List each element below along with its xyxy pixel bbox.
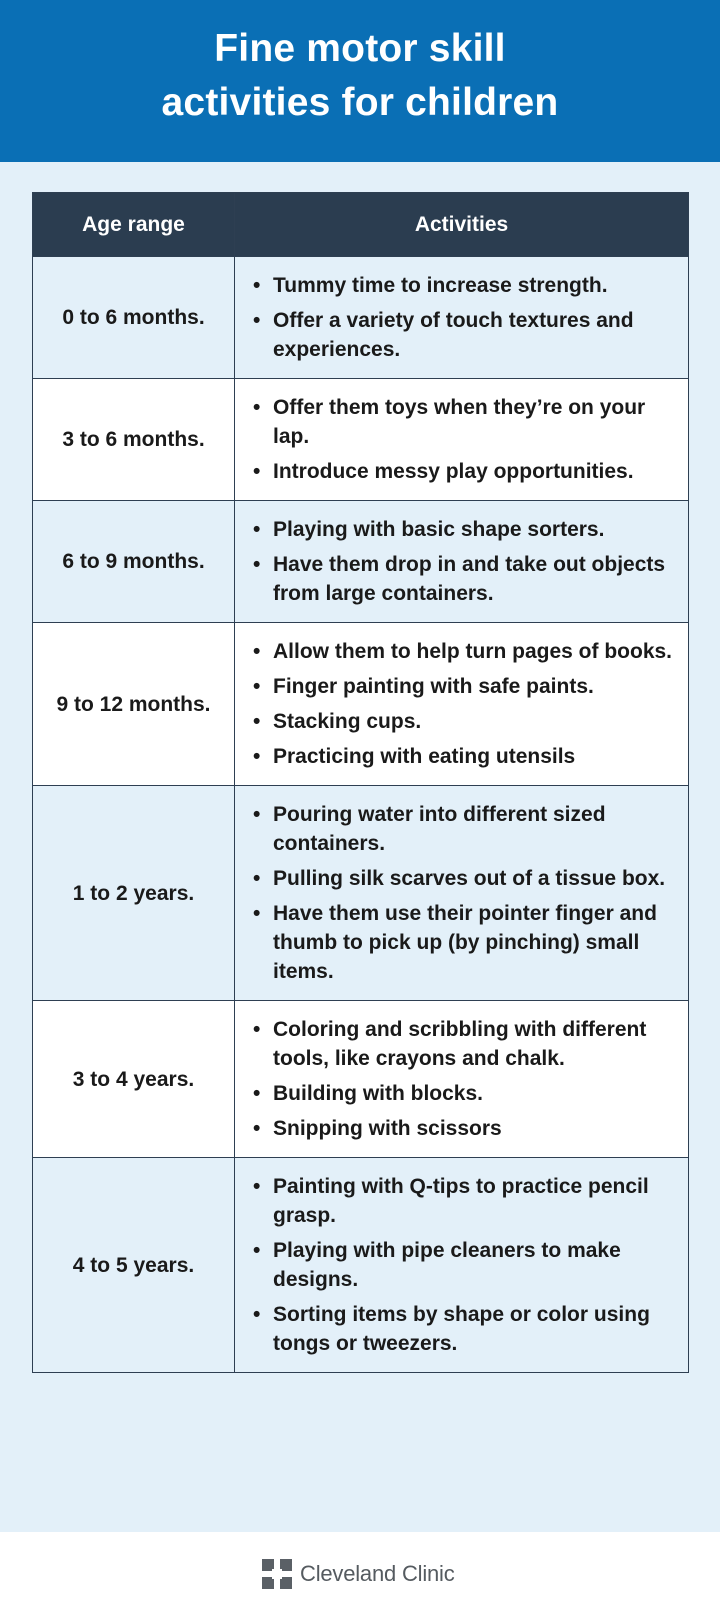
- activity-item: [251, 800, 678, 858]
- activity-item: [251, 457, 678, 486]
- bullet-icon: •: [253, 309, 261, 332]
- activity-item: [251, 1015, 678, 1073]
- title-line-1: Fine motor skill: [214, 27, 506, 70]
- bullet-icon: •: [253, 745, 261, 768]
- activity-item: [251, 1236, 678, 1294]
- activity-item: [251, 707, 678, 736]
- bullet-icon: •: [253, 553, 261, 576]
- activity-item: [251, 864, 678, 893]
- activity-text: Have them use their pointer finger and thumb to pick up (by pinching) small items.: [273, 902, 657, 983]
- activity-item: [251, 672, 678, 701]
- activity-text: Tummy time to increase strength.: [273, 274, 608, 297]
- activity-item: [251, 306, 678, 364]
- bullet-icon: •: [253, 518, 261, 541]
- table-header-row: [33, 193, 689, 257]
- activity-item: [251, 515, 678, 544]
- bullet-icon: •: [253, 675, 261, 698]
- bullet-icon: •: [253, 1117, 261, 1140]
- activity-text: Practicing with eating utensils: [273, 745, 576, 768]
- activity-list: [251, 1172, 678, 1358]
- bullet-icon: •: [253, 710, 261, 733]
- activities-table: [32, 192, 689, 1373]
- activity-text: Offer them toys when they’re on your lap.: [273, 396, 646, 448]
- activity-item: [251, 899, 678, 986]
- activities-cell: [235, 786, 689, 1001]
- activity-item: [251, 271, 678, 300]
- activity-text: Coloring and scribbling with different tools, like crayons and chalk.: [273, 1018, 647, 1070]
- activity-list: [251, 1015, 678, 1143]
- activity-text: Introduce messy play opportunities.: [273, 460, 634, 483]
- activity-text: Sorting items by shape or color using tongs or tweezers.: [273, 1303, 650, 1355]
- activity-item: [251, 1114, 678, 1143]
- bullet-icon: •: [253, 460, 261, 483]
- age-range-cell: 3 to 4 years.: [33, 1001, 235, 1158]
- activity-list: [251, 393, 678, 486]
- activities-cell: [235, 501, 689, 623]
- bullet-icon: •: [253, 640, 261, 663]
- activity-item: [251, 393, 678, 451]
- bullet-icon: •: [253, 274, 261, 297]
- activity-text: Building with blocks.: [273, 1082, 483, 1105]
- page-title: [0, 0, 720, 130]
- activity-item: [251, 637, 678, 666]
- table-row: [33, 379, 689, 501]
- activity-text: Playing with pipe cleaners to make designs.: [273, 1239, 621, 1291]
- table-row: [33, 257, 689, 379]
- activities-cell: [235, 1001, 689, 1158]
- column-header-activities: Activities: [235, 193, 689, 257]
- title-line-2: activities for children: [161, 81, 559, 124]
- column-header-age: Age range: [33, 193, 235, 257]
- bullet-icon: •: [253, 1082, 261, 1105]
- activities-cell: [235, 1158, 689, 1373]
- activities-cell: [235, 623, 689, 786]
- activity-text: Offer a variety of touch textures and experiences.: [273, 309, 634, 361]
- activity-item: [251, 1079, 678, 1108]
- activity-text: Snipping with scissors: [273, 1117, 502, 1140]
- activity-list: [251, 271, 678, 364]
- activity-item: [251, 1172, 678, 1230]
- age-range-cell: 9 to 12 months.: [33, 623, 235, 786]
- activity-item: [251, 550, 678, 608]
- bullet-icon: •: [253, 1175, 261, 1198]
- table-row: [33, 1001, 689, 1158]
- table-row: [33, 1158, 689, 1373]
- activity-text: Allow them to help turn pages of books.: [273, 640, 673, 663]
- table-row: [33, 501, 689, 623]
- table-row: [33, 786, 689, 1001]
- activities-cell: [235, 257, 689, 379]
- activity-text: Finger painting with safe paints.: [273, 675, 594, 698]
- logo-text: Cleveland Clinic: [300, 1561, 455, 1586]
- activity-text: Pulling silk scarves out of a tissue box.: [273, 867, 666, 890]
- activity-list: [251, 515, 678, 608]
- age-range-cell: 6 to 9 months.: [33, 501, 235, 623]
- activities-cell: [235, 379, 689, 501]
- age-range-cell: 4 to 5 years.: [33, 1158, 235, 1373]
- bullet-icon: •: [253, 1018, 261, 1041]
- bullet-icon: •: [253, 803, 261, 826]
- bullet-icon: •: [253, 1239, 261, 1262]
- activity-item: [251, 1300, 678, 1358]
- activity-text: Pouring water into different sized containers.: [273, 803, 606, 855]
- bullet-icon: •: [253, 867, 261, 890]
- age-range-cell: 3 to 6 months.: [33, 379, 235, 501]
- header-banner: [0, 0, 720, 162]
- activity-list: [251, 800, 678, 986]
- bullet-icon: •: [253, 902, 261, 925]
- cleveland-clinic-logo-icon: [262, 1559, 292, 1589]
- bullet-icon: •: [253, 1303, 261, 1326]
- activity-text: Painting with Q-tips to practice pencil grasp.: [273, 1175, 649, 1227]
- table-row: [33, 623, 689, 786]
- activity-text: Playing with basic shape sorters.: [273, 518, 605, 541]
- activity-item: [251, 742, 678, 771]
- table-body: [33, 257, 689, 1373]
- cleveland-clinic-logo: [262, 1556, 455, 1592]
- age-range-cell: 0 to 6 months.: [33, 257, 235, 379]
- activity-text: Have them drop in and take out objects from large containers.: [273, 553, 666, 605]
- bullet-icon: •: [253, 396, 261, 419]
- activity-list: [251, 637, 678, 771]
- activity-text: Stacking cups.: [273, 710, 422, 733]
- age-range-cell: 1 to 2 years.: [33, 786, 235, 1001]
